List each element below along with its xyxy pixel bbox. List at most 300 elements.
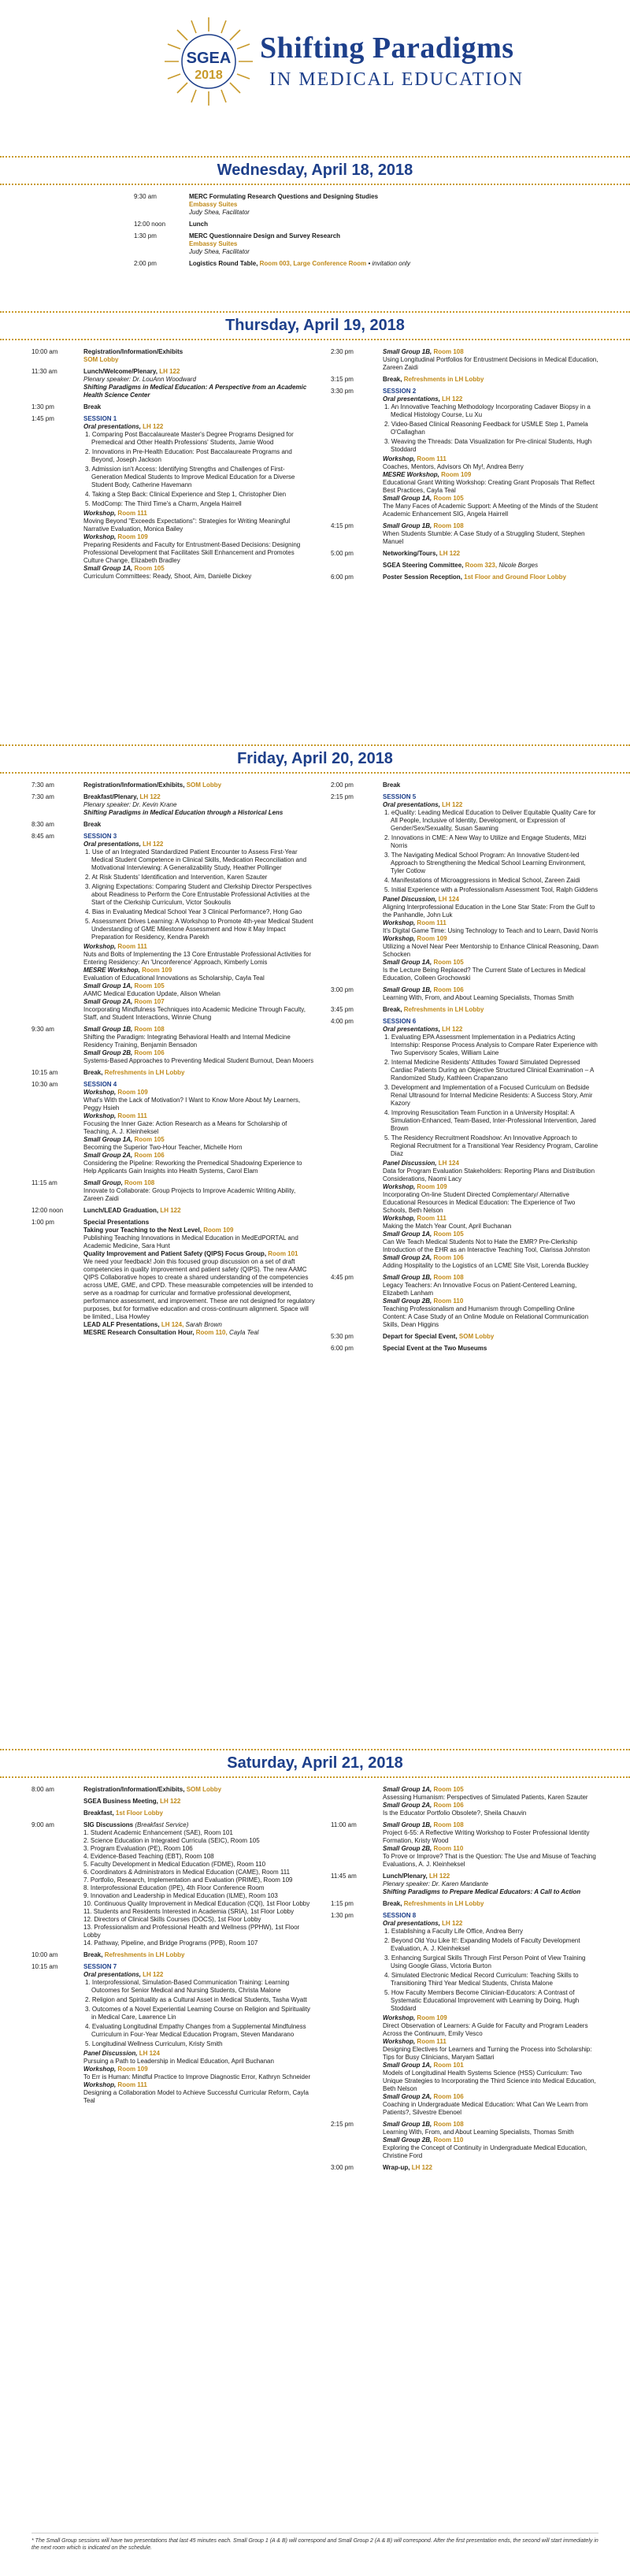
schedule-text-loc: Room 108 <box>134 1026 165 1033</box>
schedule-line: 5. How Faculty Members Become Clinician-Educators: A Contrast of Systematic Educational Improvement with Learning by Doing, Hugh Stoddard <box>384 1989 580 2012</box>
schedule-time: 1:30 pm <box>134 232 157 239</box>
schedule-text-loc: Room 110 <box>433 1297 464 1305</box>
schedule-line <box>83 1112 315 1120</box>
schedule-time: 10:00 am <box>32 348 58 355</box>
schedule-content <box>83 1786 315 1794</box>
schedule-time: 7:30 am <box>32 793 54 800</box>
schedule-time <box>32 1810 83 1817</box>
schedule-content <box>189 232 598 256</box>
schedule-text-loc: LH 122 <box>442 1026 463 1033</box>
schedule-text-loc: Room 106 <box>134 1152 165 1159</box>
schedule-line: 3. Enhancing Surgical Skills Through First Person Point of View Training Using Google Glass, Victoria Burton <box>384 1954 586 1969</box>
schedule-text-loc: Room 109 <box>142 967 172 974</box>
schedule-line: Coaching in Undergraduate Medical Education: What Can We Learn from Patients?, Silvestre Ebenoel <box>383 2101 588 2116</box>
schedule-line: Direct Observation of Learners: A Guide for Faculty and Program Leaders Across the Continuum, Emily Vesco <box>383 2022 588 2037</box>
schedule-content <box>189 260 598 268</box>
schedule-line <box>383 1230 598 1238</box>
schedule-line: Focusing the Inner Gaze: Action Research as a Means for Scholarship of Teaching, A. J. Kleinheksel <box>83 1120 287 1135</box>
schedule-text-loc: LH 122 <box>139 793 161 800</box>
schedule-line: Teaching Professionalism and Humanism through Compelling Online Content: A Case Study of an Online Module on Relational Communication Skills, Dean Higgins <box>383 1305 589 1328</box>
schedule-line: 4. Simulated Electronic Medical Record Curriculum: Teaching Skills to Transitioning Third Year Medical Students, Christa Malone <box>384 1972 579 1987</box>
schedule-row <box>331 2121 598 2160</box>
schedule-text-loc: Room 108 <box>433 2121 464 2128</box>
schedule-line: 5. Initial Experience with a Professionalism Assessment Tool, Ralph Giddens <box>384 886 598 893</box>
schedule-content <box>383 376 598 384</box>
schedule-line: 9. Innovation and Leadership in Medical Education (ILME), Room 103 <box>83 1892 278 1899</box>
schedule-line: Using Longitudinal Portfolios for Entrustment Decisions in Medical Education, Zareen Zaidi <box>383 356 598 371</box>
schedule-line <box>83 1049 315 1057</box>
schedule-line <box>383 919 598 927</box>
schedule-content <box>83 1219 315 1337</box>
schedule-line: 3. Weaving the Threads: Data Visualization for Pre-clinical Students, Hugh Stoddard <box>384 438 592 453</box>
schedule-text-loc: Room 108 <box>433 1274 464 1281</box>
schedule-line: 4. Improving Resuscitation Team Function in a University Hospital: A Simulation-Enhanced, Team-Based, Inter-Professional Intervention, Jared Brown <box>384 1109 596 1132</box>
schedule-time: 11:45 am <box>331 1873 357 1880</box>
schedule-line <box>383 1006 598 1014</box>
schedule-line: 1. Interprofessional, Simulation-Based Communication Training: Learning Outcomes for Senior Medical and Nursing Students, Christa Malone <box>85 1979 290 1994</box>
schedule-text-ital: Panel Discussion, <box>383 896 439 903</box>
schedule-text-ital: Oral presentations, <box>383 801 443 808</box>
schedule-line: 2. Innovations in Pre-Health Education: Post Baccalaureate Programs and Beyond, Joseph Jackson <box>85 448 292 463</box>
schedule-line: AAMC Medical Education Update, Alison Whelan <box>83 990 220 997</box>
schedule-line: Is the Lecture Being Replaced? The Current State of Lectures in Medical Education, Colleen Grochowski <box>383 967 586 982</box>
schedule-row <box>32 1821 315 1947</box>
schedule-line: Plenary speaker: Dr. Karen Mandante <box>383 1880 488 1887</box>
schedule-line: Learning With, From, and About Learning Specialists, Thomas Smith <box>383 2129 574 2136</box>
schedule-line <box>383 1845 598 1853</box>
schedule-content <box>383 1821 598 1869</box>
schedule-line <box>383 562 598 570</box>
schedule-line: 11. Students and Residents Interested in Academia (SRIA), 1st Floor Lobby <box>83 1908 295 1915</box>
schedule-line: 5. Faculty Development in Medical Education (FDME), Room 110 <box>83 1861 266 1868</box>
schedule-line <box>383 376 598 384</box>
schedule-content <box>83 415 315 581</box>
day-title: Friday, April 20, 2018 <box>0 744 630 774</box>
schedule-line: Can We Teach Medical Students Not to Hate the EMR? Pre-Clerkship Introduction of the EHR as an Interactive Teaching Tool, Clarissa Johnston <box>383 1238 590 1253</box>
schedule-text-loc: LH 122 <box>159 368 180 375</box>
schedule-content <box>83 793 315 817</box>
schedule-text-loc: LH 122 <box>160 1207 181 1214</box>
schedule-line <box>83 967 315 974</box>
schedule-row <box>331 781 598 789</box>
schedule-text-loc: Room 108 <box>433 522 464 529</box>
day-wednesday <box>0 156 630 272</box>
schedule-text-title: Lunch/Plenary, <box>383 1873 429 1880</box>
schedule-text-ital: Small Group 1A, <box>383 495 434 502</box>
schedule-time: 10:30 am <box>32 1081 58 1088</box>
schedule-text-ital: Small Group 1A, <box>383 1786 434 1793</box>
schedule-text-title: Quality Improvement and Patient Safety (QIPS) Focus Group, <box>83 1250 269 1257</box>
schedule-row <box>32 1179 315 1203</box>
schedule-line: 5. Assessment Drives Learning: A Workshop to Promote 4th-year Medical Student Understanding of GME Milestone Assessment and How it May Impact Preparation for Residency, Kendra Parekh <box>85 918 313 941</box>
schedule-text-title: MESRE Research Consultation Hour, <box>83 1329 196 1336</box>
day-title: Wednesday, April 18, 2018 <box>0 156 630 185</box>
schedule-line <box>383 1274 598 1282</box>
schedule-line: Exploring the Concept of Continuity in Undergraduate Medical Education, Christine Ford <box>383 2144 587 2159</box>
schedule-line: 1. Establishing a Faculty Life Office, Andrea Berry <box>384 1928 523 1935</box>
schedule-line: 13. Professionalism and Professional Health and Wellness (PPHW), 1st Floor Lobby <box>83 1924 300 1939</box>
schedule-line: Aligning Interprofessional Education in the Lone Star State: From the Gulf to the Panhandle, John Luk <box>383 904 595 919</box>
schedule-time: 6:00 pm <box>331 573 354 581</box>
wed-column <box>134 193 598 272</box>
schedule-text-title: Logistics Round Table, <box>189 260 260 267</box>
schedule-line <box>83 781 315 789</box>
schedule-text-loc: Room 111 <box>417 455 447 462</box>
schedule-text-loc: Room 109 <box>117 533 148 540</box>
schedule-line: Incorporating Mindfulness Techniques into Academic Medicine Through Faculty, Staff, and Student Interactions, Winnie Chung <box>83 1006 306 1021</box>
schedule-time: 4:00 pm <box>331 1018 354 1025</box>
schedule-text-ital: Small Group 1B, <box>383 2121 434 2128</box>
schedule-time: 1:15 pm <box>331 1900 354 1907</box>
fri-left-column <box>32 781 315 1357</box>
schedule-row <box>331 793 598 982</box>
schedule-time: 5:00 pm <box>331 550 354 557</box>
schedule-text-loc: Room 111 <box>117 2081 147 2088</box>
schedule-content <box>383 986 598 1002</box>
schedule-line: SESSION 1 <box>83 415 117 422</box>
schedule-line <box>383 2014 598 2022</box>
schedule-line <box>383 348 598 356</box>
schedule-row <box>32 821 315 829</box>
schedule-line: SESSION 6 <box>383 1018 417 1025</box>
schedule-line <box>83 533 315 541</box>
schedule-text-title: SIG Discussions <box>83 1821 135 1828</box>
schedule-line: 1. eQuality: Leading Medical Education to Deliver Equitable Quality Care for All People, Inclusive of Identity, Development, or Expression of Gender/Sex/Sexuality, Susan Sawning <box>384 809 596 832</box>
schedule-line: The Many Faces of Academic Support: A Meeting of the Minds of the Student Academic Enhancement SIG, Angela Hairrell <box>383 503 598 518</box>
schedule-text-ital: Workshop, <box>383 919 417 926</box>
schedule-text-loc: Room 110 <box>433 1845 464 1852</box>
schedule-line: 5. Longitudinal Wellness Curriculum, Kristy Smith <box>85 2040 223 2047</box>
schedule-text-loc: Room 109 <box>117 2066 148 2073</box>
schedule-text-ital: Small Group 1B, <box>383 986 434 993</box>
schedule-text-ital: Small Group 2A, <box>83 998 135 1005</box>
schedule-line: Judy Shea, Facilitator <box>189 209 250 216</box>
schedule-text-title: Wrap-up, <box>383 2164 412 2171</box>
schedule-row <box>331 348 598 372</box>
schedule-content <box>83 821 315 829</box>
schedule-line: Plenary speaker: Dr. LouAnn Woodward <box>83 376 196 383</box>
schedule-time: 11:00 am <box>331 1821 357 1828</box>
schedule-line: Pursuing a Path to Leadership in Medical Education, April Buchanan <box>83 2058 274 2065</box>
schedule-text-loc: Room 106 <box>433 1802 464 1809</box>
schedule-line: 7. Portfolio, Research, Implementation and Evaluation (PRIME), Room 109 <box>83 1876 293 1884</box>
schedule-line <box>383 896 598 904</box>
day-friday <box>0 744 630 1357</box>
schedule-text-loc: Room 105 <box>134 1136 165 1143</box>
schedule-text-ital: Workshop, <box>83 510 118 517</box>
schedule-line: Assessing Humanism: Perspectives of Simulated Patients, Karen Szauter <box>383 1794 588 1801</box>
schedule-row <box>32 1081 315 1175</box>
schedule-line <box>83 1810 315 1817</box>
schedule-row <box>32 1798 315 1806</box>
schedule-content <box>83 833 315 1022</box>
schedule-text-ital: Small Group 1A, <box>83 565 135 572</box>
schedule-row <box>32 348 315 364</box>
schedule-line: Legacy Teachers: An Innovative Focus on Patient-Centered Learning, Elizabeth Lanham <box>383 1282 577 1297</box>
schedule-line: 1. Evaluating EPA Assessment Implementation in a Pediatrics Acting Internship: Response Process Analysis to Compare Rater Experience with Two Supervisory Scales, William Laine <box>384 1034 598 1056</box>
schedule-line: 2. Science Education in Integrated Curricula (SEIC), Room 105 <box>83 1837 260 1844</box>
schedule-line: 3. Outcomes of a Novel Experiential Learning Course on Religion and Spirituality in Medical Care, Lawrence Lin <box>85 2006 310 2021</box>
schedule-content <box>83 1810 315 1817</box>
schedule-text-loc: LH 122 <box>442 801 463 808</box>
schedule-text-loc: LH 124 <box>438 896 459 903</box>
schedule-text-ital: Workshop, <box>383 2038 417 2045</box>
schedule-row <box>331 550 598 558</box>
schedule-line: Curriculum Committees: Ready, Shoot, Aim, Danielle Dickey <box>83 573 252 580</box>
schedule-line: Educational Grant Writing Workshop: Creating Grant Proposals That Reflect Best Practices, Cayla Teal <box>383 479 595 494</box>
schedule-line: We need your feedback! Join this focused group discussion on a set of draft competencies in quality improvement and patient safety (QIPS). The new AAMC QIPS Collaborative hopes to create a shared understanding of the competencies across UME, GME, and CPD. These measurable competencies will be intended to serve as a roadmap for curricular and formative professional development, performance assessment, and improvement. These are not designed for regulatory purposes, but for formative education and cross-continuum alignment. Space will be limited., Lisa Howley <box>83 1258 315 1320</box>
schedule-line: SESSION 2 <box>383 388 417 395</box>
schedule-row <box>331 1333 598 1341</box>
schedule-line: 3. Aligning Expectations: Comparing Student and Clerkship Director Perspectives about Readiness to Perform the Core Entrustable Professional Activities at the Start of the Clerkship Curriculum, Victor Soukoulis <box>85 883 312 906</box>
schedule-time: 1:45 pm <box>32 415 54 422</box>
schedule-text-ital: Oral presentations, <box>83 423 143 430</box>
schedule-text-ital: Workshop, <box>83 2066 118 2073</box>
schedule-time: 1:30 pm <box>331 1912 354 1919</box>
schedule-line <box>83 2081 315 2089</box>
schedule-content <box>83 781 315 789</box>
schedule-text-title: Poster Session Reception, <box>383 573 465 581</box>
schedule-line: 1. Use of an Integrated Standardized Patient Encounter to Assess First-Year Medical Student Competence in Clinical Skills, Medication Reconciliation and Motivational Interviewing: A Generalizability Study, Heather Pollinger <box>85 848 307 871</box>
schedule-line: 12. Directors of Clinical Skills Courses (DOCS), 1st Floor Lobby <box>83 1916 261 1923</box>
schedule-row <box>32 1810 315 1817</box>
schedule-text-ital: MESRE Workshop, <box>383 471 442 478</box>
schedule-line: 5. ModComp: The Third Time's a Charm, Angela Hairrell <box>85 500 242 507</box>
schedule-text-loc: SOM Lobby <box>186 1786 222 1793</box>
day-thursday <box>0 311 630 585</box>
schedule-line <box>83 1329 315 1337</box>
schedule-row <box>32 793 315 817</box>
schedule-text-title: Registration/Information/Exhibits, <box>83 1786 187 1793</box>
schedule-line: Considering the Pipeline: Reworking the Premedical Shadowing Experience to Help Applicants Gain Insights into Health Systems, Carol Elam <box>83 1160 302 1175</box>
schedule-time: 4:45 pm <box>331 1274 354 1281</box>
schedule-text-ital: MESRE Workshop, <box>83 967 143 974</box>
schedule-text-ital: Small Group 1B, <box>383 348 434 355</box>
schedule-text-loc: Room 105 <box>433 495 464 502</box>
schedule-line: Lunch <box>189 221 208 228</box>
schedule-row <box>134 232 598 256</box>
schedule-text-loc: SOM Lobby <box>186 781 222 789</box>
schedule-row <box>331 2164 598 2172</box>
schedule-row <box>32 833 315 1022</box>
schedule-content <box>383 1345 598 1353</box>
schedule-text-loc: LH 124, <box>161 1321 186 1328</box>
schedule-text-ital: Small Group, <box>83 1179 125 1186</box>
schedule-text-loc: LH 122 <box>411 2164 432 2171</box>
schedule-line <box>83 1786 315 1794</box>
schedule-text-ital: Small Group 1A, <box>383 959 434 966</box>
schedule-time <box>32 1798 83 1806</box>
schedule-text-ital: Workshop, <box>83 943 118 950</box>
schedule-text-ital: Panel Discussion, <box>383 1160 439 1167</box>
schedule-text-loc: LH 122 <box>442 395 463 403</box>
schedule-text-loc: Room 106 <box>433 986 464 993</box>
schedule-line <box>83 2066 315 2073</box>
schedule-line: Systems-Based Approaches to Preventing Medical Student Burnout, Dean Mooers <box>83 1057 314 1064</box>
schedule-text-ital: Small Group 2B, <box>383 1297 434 1305</box>
schedule-text-ital: Oral presentations, <box>83 841 143 848</box>
schedule-time: 9:30 am <box>32 1026 54 1033</box>
schedule-text-ital: Small Group 2A, <box>383 1254 434 1261</box>
schedule-line: When Students Stumble: A Case Study of a Struggling Student, Stephen Manuel <box>383 530 585 545</box>
schedule-line: Shifting Paradigms to Prepare Medical Educators: A Call to Action <box>383 1888 581 1895</box>
schedule-row <box>331 1821 598 1869</box>
schedule-text-loc: 1st Floor Lobby <box>115 1810 163 1817</box>
schedule-text-loc: Room 323, <box>465 562 499 569</box>
schedule-text-title: SGEA Business Meeting, <box>83 1798 161 1805</box>
schedule-time: 2:00 pm <box>134 260 157 267</box>
schedule-text-title: Break, <box>383 376 404 383</box>
schedule-text-ital: Small Group 2B, <box>383 2136 434 2144</box>
schedule-line: 1. Comparing Post Baccalaureate Master's Degree Programs Designed for Premedical and Other Health Professions' Students, Jamie Wood <box>85 431 294 446</box>
schedule-line: Embassy Suites <box>189 201 238 208</box>
schedule-line: Break <box>383 781 401 789</box>
schedule-line <box>383 522 598 530</box>
schedule-line: Break <box>83 821 102 828</box>
schedule-line: Becoming the Superior Two-Hour Teacher, Michelle Horn <box>83 1144 243 1151</box>
schedule-text-loc: Room 111 <box>117 510 147 517</box>
schedule-line: SESSION 4 <box>83 1081 117 1088</box>
schedule-row <box>134 193 598 217</box>
schedule-time: 2:15 pm <box>331 793 354 800</box>
schedule-line <box>83 1207 315 1215</box>
schedule-line: SESSION 3 <box>83 833 117 840</box>
schedule-text-loc: Room 108 <box>433 348 464 355</box>
schedule-line: 4. Evaluating Longitudinal Empathy Changes from a Supplemental Mindfulness Curriculum in Four-Year Medical Education Program, Steven Mandarano <box>85 2023 306 2038</box>
schedule-line: 2. Beyond Old You Like It!: Expanding Models of Faculty Development Evaluation, A. J. Kleinheksel <box>384 1937 580 1952</box>
schedule-content <box>383 1912 598 2117</box>
schedule-line: MERC Formulating Research Questions and Designing Studies <box>189 193 379 200</box>
schedule-text-ital: Small Group 1B, <box>83 1026 135 1033</box>
schedule-time: 5:30 pm <box>331 1333 354 1340</box>
schedule-line <box>383 1873 598 1880</box>
schedule-text-title: Breakfast/Plenary, <box>83 793 140 800</box>
schedule-text-ital: Small Group 1A, <box>383 1230 434 1238</box>
schedule-line <box>83 423 315 431</box>
schedule-text-ital: Workshop, <box>383 935 417 942</box>
schedule-text-ital: Workshop, <box>83 2081 118 2088</box>
schedule-text-ital: Small Group 2A, <box>383 1802 434 1809</box>
schedule-line: Models of Longitudinal Health Systems Science (HSS) Curriculum: Two Unique Strategies to Incorporating the Third Science into Medical Education, Beth Nelson <box>383 2069 596 2092</box>
schedule-line: SESSION 7 <box>83 1963 117 1970</box>
schedule-text-ital: Workshop, <box>83 1089 118 1096</box>
schedule-line <box>83 1069 315 1077</box>
schedule-row <box>331 1345 598 1353</box>
schedule-content <box>383 522 598 546</box>
schedule-time: 3:15 pm <box>331 376 354 383</box>
schedule-row <box>32 1069 315 1077</box>
schedule-line: SESSION 5 <box>383 793 417 800</box>
schedule-line: SOM Lobby <box>83 356 119 363</box>
schedule-text-loc: LH 122 <box>439 550 461 557</box>
schedule-line <box>383 801 598 809</box>
thu-right-column <box>315 348 598 585</box>
schedule-row <box>331 573 598 581</box>
schedule-line <box>83 982 315 990</box>
schedule-line <box>83 2050 315 2058</box>
schedule-row <box>331 522 598 546</box>
schedule-time: 12:00 noon <box>32 1207 64 1214</box>
schedule-line <box>83 1089 315 1097</box>
schedule-line: 2. Innovations in CME: A New Way to Utilize and Engage Students, Mitzi Norris <box>384 834 587 849</box>
schedule-text-loc: LH 122 <box>143 1971 164 1978</box>
schedule-text-title: Lunch/Welcome/Plenary, <box>83 368 160 375</box>
schedule-line: 6. Coordinators & Administrators in Medical Education (CAME), Room 111 <box>83 1869 291 1876</box>
schedule-text-ital: Workshop, <box>83 1112 118 1119</box>
schedule-text-ital: Workshop, <box>383 455 417 462</box>
schedule-row <box>331 1912 598 2117</box>
schedule-line: Moving Beyond "Exceeds Expectations": Strategies for Writing Meaningful Narrative Evaluation, Monica Bailey <box>83 518 291 533</box>
schedule-text-loc: Room 108 <box>433 1821 464 1828</box>
schedule-time: 11:15 am <box>32 1179 57 1186</box>
schedule-row <box>331 1786 598 1817</box>
page-title: Shifting Paradigms <box>260 32 514 65</box>
header <box>0 0 630 126</box>
schedule-line: 2. Religion and Spirituality as a Cultural Asset in Medical Students, Tasha Wyatt <box>85 1996 307 2003</box>
schedule-content <box>383 348 598 372</box>
schedule-text-ital: Workshop, <box>83 533 118 540</box>
schedule-text-ital: Small Group 1A, <box>83 982 135 989</box>
schedule-row <box>331 1018 598 1270</box>
schedule-line <box>383 1297 598 1305</box>
schedule-time: 9:30 am <box>134 193 157 200</box>
schedule-row <box>331 376 598 384</box>
schedule-content <box>383 1873 598 1896</box>
schedule-line <box>383 550 598 558</box>
schedule-text-loc: Room 109 <box>417 2014 447 2021</box>
schedule-time: 12:00 noon <box>134 221 166 228</box>
schedule-text-loc: Room 105 <box>134 565 165 572</box>
schedule-line <box>383 1920 598 1928</box>
schedule-line <box>83 1798 315 1806</box>
day-title: Thursday, April 19, 2018 <box>0 311 630 340</box>
schedule-line: To Prove or Improve? That is the Question: The Use and Misuse of Teaching Evaluations, A. J. Kleinheksel <box>383 1853 596 1868</box>
schedule-text-loc: LH 124 <box>139 2050 160 2057</box>
schedule-line: Registration/Information/Exhibits <box>83 348 183 355</box>
schedule-content <box>83 403 315 411</box>
schedule-time: 7:30 am <box>32 781 54 789</box>
schedule-text-loc: LH 122 <box>160 1798 181 1805</box>
schedule-text-title: Lunch/LEAD Graduation, <box>83 1207 161 1214</box>
schedule-text-loc: Room 101 <box>433 2062 464 2069</box>
schedule-line: 4. Evidence-Based Teaching (EBT), Room 108 <box>83 1853 214 1860</box>
schedule-line: 2. Video-Based Clinical Reasoning Feedback for USMLE Step 1, Pamela O'Callaghan <box>384 421 588 436</box>
schedule-line: Shifting Paradigms in Medical Education: A Perspective from an Academic Health Science Center <box>83 384 307 399</box>
schedule-row <box>331 1006 598 1014</box>
schedule-line <box>83 510 315 518</box>
schedule-line <box>383 455 598 463</box>
schedule-line: 8. Interprofessional Education (IPE), 4th Floor Conference Room <box>83 1884 265 1891</box>
schedule-line: 2. At Risk Students' Identification and Intervention, Karen Szauter <box>85 874 268 881</box>
schedule-line <box>383 1183 598 1191</box>
schedule-line <box>83 943 315 951</box>
schedule-row <box>32 403 315 411</box>
schedule-text-title: Networking/Tours, <box>383 550 439 557</box>
schedule-time: 3:00 pm <box>331 986 354 993</box>
schedule-line <box>383 2038 598 2046</box>
schedule-line <box>383 935 598 943</box>
schedule-content <box>383 781 598 789</box>
schedule-line: Special Presentations <box>83 1219 150 1226</box>
schedule-content <box>383 2164 598 2172</box>
schedule-line <box>383 1821 598 1829</box>
schedule-content <box>383 550 598 558</box>
schedule-line: Publishing Teaching Innovations in Medical Education in MedEdPORTAL and Academic Medicine, Sara Hunt <box>83 1234 298 1249</box>
sat-left-column <box>32 1786 315 2176</box>
schedule-row <box>32 415 315 581</box>
schedule-line: Special Event at the Two Museums <box>383 1345 487 1352</box>
schedule-text-ital: Small Group 1B, <box>383 1821 434 1828</box>
